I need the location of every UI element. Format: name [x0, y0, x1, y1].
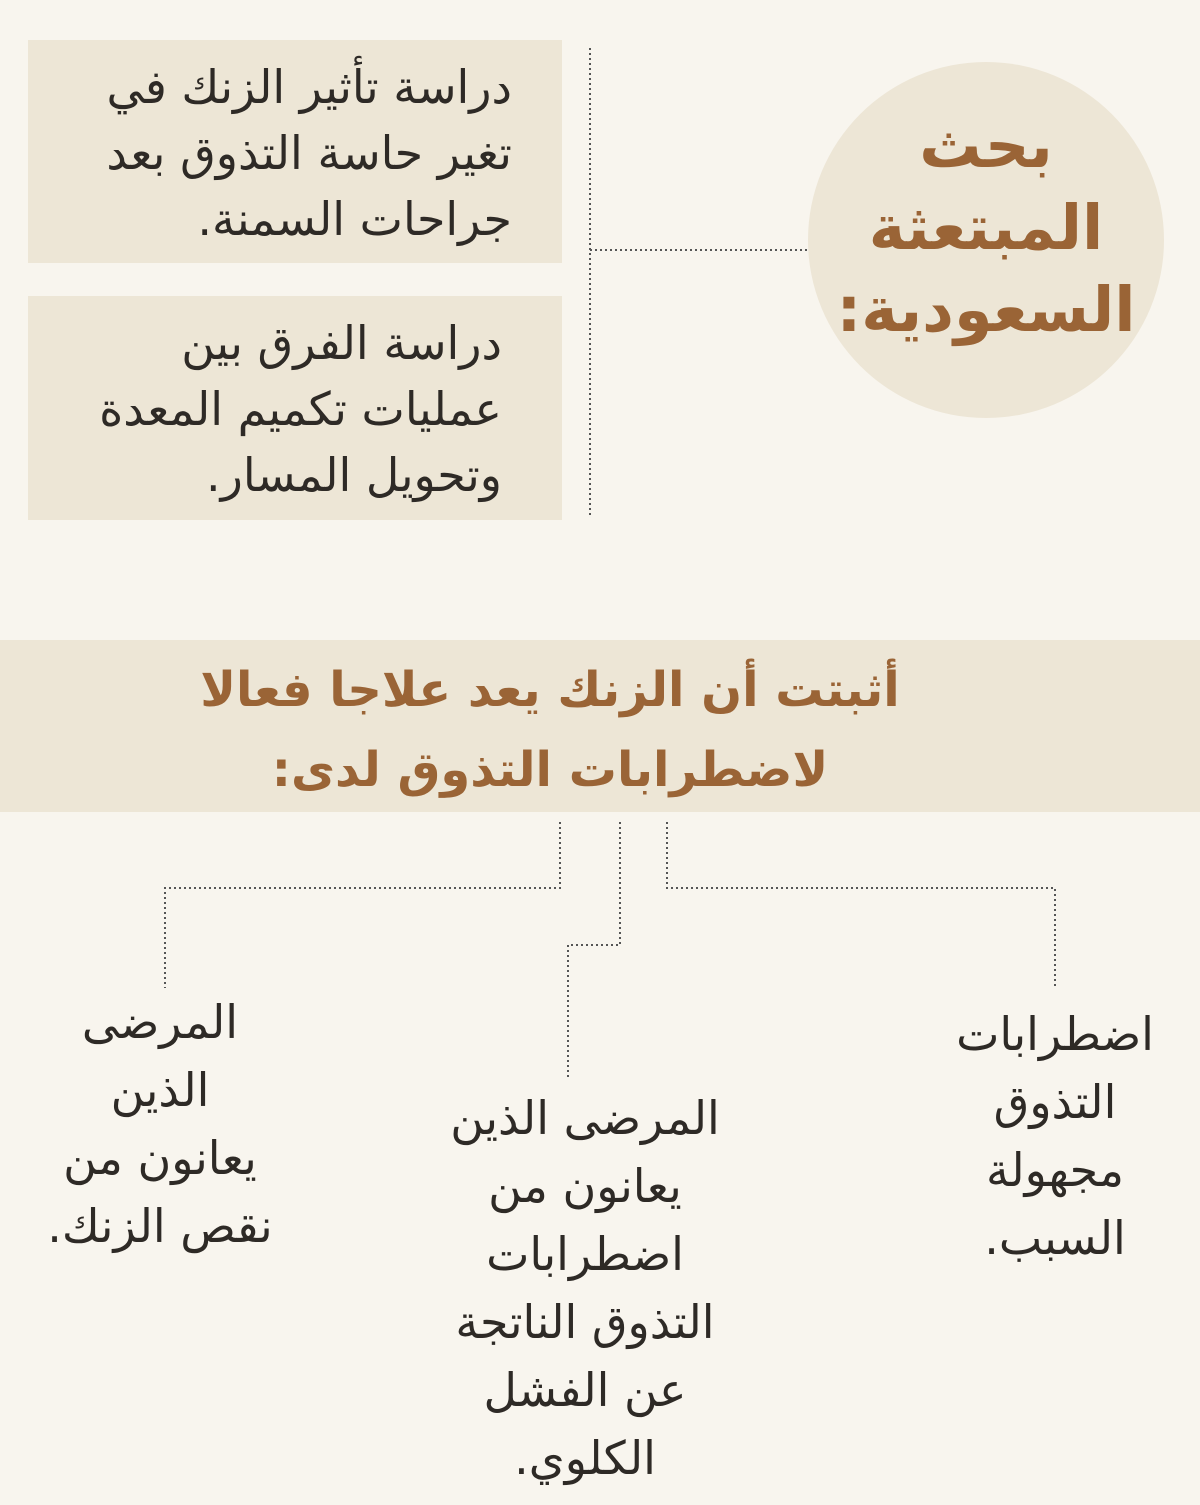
finding-text: أثبتت أن الزنك يعد علاجا فعالا لاضطرابات التذوق لدى: [200, 662, 900, 798]
group-zinc-deficiency: المرضى الذين يعانون من نقص الزنك. [47, 995, 273, 1253]
connector-left [165, 822, 560, 988]
connector-right [667, 822, 1055, 988]
group-unknown-cause: اضطرابات التذوق مجهولة السبب. [956, 1007, 1154, 1265]
heading-title: بحث المبتعثة السعودية: [836, 109, 1136, 346]
connector-middle [568, 822, 620, 1078]
group-kidney-failure: المرضى الذين يعانون من اضطرابات التذوق الناتجة عن الفشل الكلوي. [450, 1091, 720, 1485]
study-text-1: دراسة تأثير الزنك في تغير حاسة التذوق بعد جراحات السمنة. [106, 60, 512, 246]
study-text-2: دراسة الفرق بين عمليات تكميم المعدة وتحويل المسار. [99, 316, 502, 502]
